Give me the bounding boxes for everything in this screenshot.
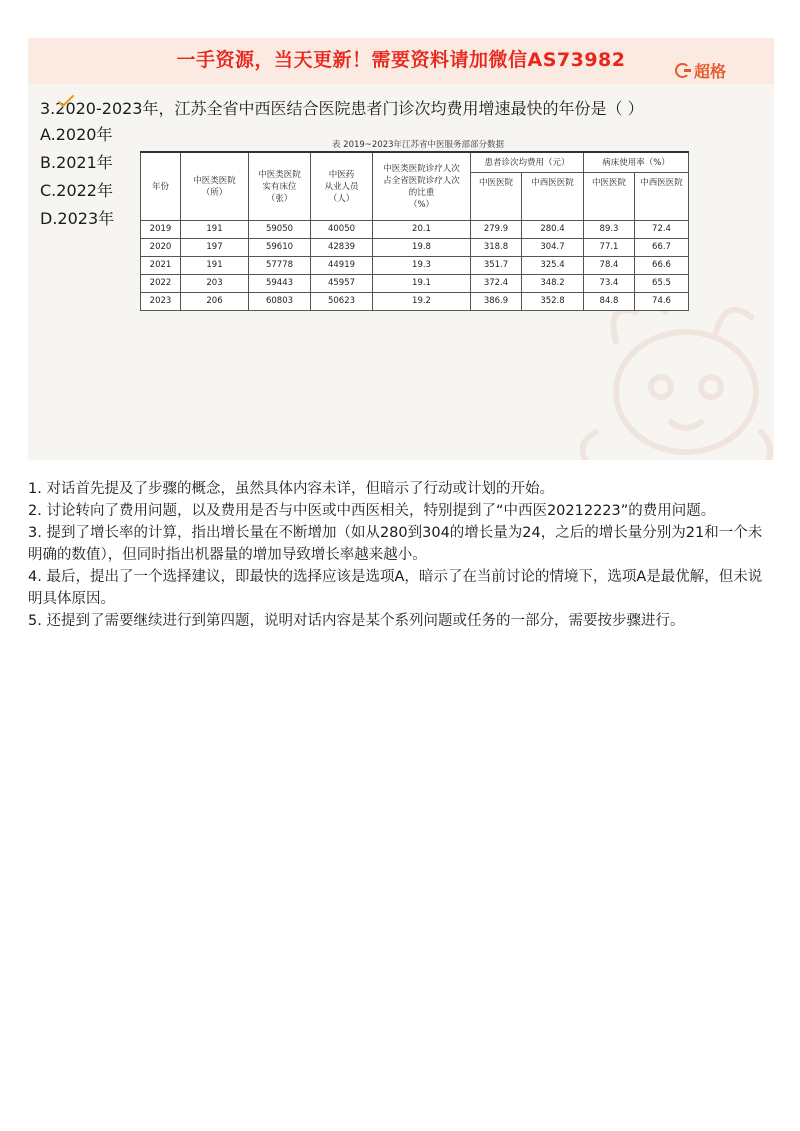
- table-cell: 191: [181, 256, 249, 274]
- table-cell: 65.5: [635, 274, 689, 292]
- header-fee-group: 患者诊次均费用（元）: [471, 152, 584, 172]
- option-d: D.2023年: [40, 209, 115, 228]
- table-cell: 66.7: [635, 238, 689, 256]
- table-cell: 66.6: [635, 256, 689, 274]
- table-cell: 60803: [249, 292, 311, 310]
- table-cell: 45957: [311, 274, 373, 292]
- logo-text: 超格: [693, 62, 726, 81]
- header-bed-usage-group: 病床使用率（%）: [584, 152, 689, 172]
- answer-options: [40, 124, 114, 236]
- header-bed-tcm: 中医医院: [584, 172, 635, 220]
- table-cell: 19.1: [373, 274, 471, 292]
- table-cell: 44919: [311, 256, 373, 274]
- table-cell: 59050: [249, 220, 311, 238]
- table-cell: 372.4: [471, 274, 522, 292]
- table-cell: 59610: [249, 238, 311, 256]
- table-cell: 279.9: [471, 220, 522, 238]
- table-cell: 206: [181, 292, 249, 310]
- header-share-line4: （%）: [408, 200, 435, 211]
- handwritten-check-icon: [58, 94, 74, 108]
- header-beds-line2: 实有床位: [262, 182, 297, 193]
- table-cell: 280.4: [522, 220, 584, 238]
- table-cell: 19.8: [373, 238, 471, 256]
- table-cell: 2019: [141, 220, 181, 238]
- header-share-line3: 的比重: [408, 188, 435, 199]
- header-staff-line1: 中医药: [328, 170, 355, 181]
- header-share-line2: 占全省医院诊疗人次: [383, 176, 460, 187]
- table-cell: 19.2: [373, 292, 471, 310]
- header-fee-integrated: 中西医医院: [522, 172, 584, 220]
- table-cell: 78.4: [584, 256, 635, 274]
- table-cell: 348.2: [522, 274, 584, 292]
- table-cell: 2023: [141, 292, 181, 310]
- note-2: 2. 讨论转向了费用问题，以及费用是否与中医或中西医相关，特别提到了“中西医20212223”的费用问题。: [28, 503, 716, 519]
- header-staff-line2: 从业人员: [324, 182, 359, 193]
- header-hospitals-line2: （所）: [201, 188, 228, 199]
- header-bed-integrated: 中西医医院: [635, 172, 689, 220]
- table-cell: 2020: [141, 238, 181, 256]
- header-share: [373, 152, 471, 220]
- table-cell: 318.8: [471, 238, 522, 256]
- table-cell: 59443: [249, 274, 311, 292]
- banner-text: 一手资源，当天更新！需要资料请加微信AS73982: [176, 49, 626, 71]
- table-row: [141, 256, 689, 274]
- table-cell: 50623: [311, 292, 373, 310]
- option-a: A.2020年: [40, 125, 113, 144]
- table-cell: 351.7: [471, 256, 522, 274]
- note-5: 5. 还提到了需要继续进行到第四题，说明对话内容是某个系列问题或任务的一部分，需要按步骤进行。: [28, 613, 685, 629]
- table-cell: 73.4: [584, 274, 635, 292]
- summary-notes: [28, 478, 770, 632]
- table-cell: 40050: [311, 220, 373, 238]
- question-slide-image: [28, 38, 774, 460]
- note-1: 1. 对话首先提及了步骤的概念，虽然具体内容未详，但暗示了行动或计划的开始。: [28, 481, 554, 497]
- header-hospitals: [181, 152, 249, 220]
- table-cell: 57778: [249, 256, 311, 274]
- table-cell: 77.1: [584, 238, 635, 256]
- table-cell: 72.4: [635, 220, 689, 238]
- option-b: B.2021年: [40, 153, 113, 172]
- table-cell: 84.8: [584, 292, 635, 310]
- statistics-table: [140, 151, 689, 311]
- header-fee-tcm: 中医医院: [471, 172, 522, 220]
- slide-banner: [28, 38, 774, 84]
- header-year: 年份: [141, 152, 181, 220]
- table-cell: 19.3: [373, 256, 471, 274]
- logo-g-icon: [675, 63, 690, 78]
- table-cell: 386.9: [471, 292, 522, 310]
- table-cell: 191: [181, 220, 249, 238]
- header-hospitals-line1: 中医类医院: [193, 176, 236, 187]
- table-row: [141, 238, 689, 256]
- question-text: 3.2020-2023年，江苏全省中西医结合医院患者门诊次均费用增速最快的年份是（ ）: [40, 99, 644, 118]
- table-cell: 304.7: [522, 238, 584, 256]
- table-caption: 表 2019~2023年江苏省中医服务部部分数据: [331, 140, 505, 150]
- table-cell: 20.1: [373, 220, 471, 238]
- table-row: [141, 292, 689, 310]
- table-cell: 89.3: [584, 220, 635, 238]
- header-beds: [249, 152, 311, 220]
- table-cell: 197: [181, 238, 249, 256]
- header-share-line1: 中医类医院诊疗人次: [383, 164, 460, 175]
- table-row: [141, 274, 689, 292]
- note-4: 4. 最后，提出了一个选择建议，即最快的选择应该是选项A，暗示了在当前讨论的情境下，选项A是最优解，但未说明具体原因。: [28, 569, 763, 607]
- table-cell: 2022: [141, 274, 181, 292]
- table-cell: 74.6: [635, 292, 689, 310]
- table-cell: 325.4: [522, 256, 584, 274]
- table-cell: 203: [181, 274, 249, 292]
- header-staff: [311, 152, 373, 220]
- header-staff-line3: （人）: [328, 194, 355, 205]
- header-beds-line3: （张）: [266, 194, 293, 205]
- option-c: C.2022年: [40, 181, 113, 200]
- table-row: [141, 220, 689, 238]
- header-beds-line1: 中医类医院: [258, 170, 301, 181]
- note-3: 3. 提到了增长率的计算，指出增长量在不断增加（如从280到304的增长量为24，之后的增长量分别为21和一个未明确的数值），但同时指出机器量的增加导致增长率越来越小。: [28, 525, 763, 563]
- table-cell: 2021: [141, 256, 181, 274]
- table-cell: 352.8: [522, 292, 584, 310]
- table-cell: 42839: [311, 238, 373, 256]
- brand-logo: [675, 59, 726, 82]
